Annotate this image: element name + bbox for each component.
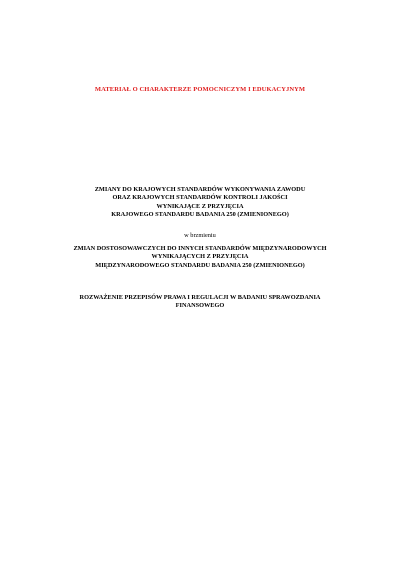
heading-line: MIĘDZYNARODOWEGO STANDARDU BADANIA 250 (ZMIENIONEGO) [95,261,305,269]
subject-line: ROZWAŻENIE PRZEPISÓW PRAWA I REGULACJI W BADANIU SPRAWOZDANIA [79,294,321,301]
heading-line: ORAZ KRAJOWYCH STANDARDÓW KONTROLI JAKOŚCI [112,194,288,202]
subject-title [30,294,370,311]
educational-material-notice: MATERIAŁ O CHARAKTERZE POMOCNICZYM I EDUKACYJNYM [94,86,306,93]
heading-line: KRAJOWEGO STANDARDU BADANIA 250 (ZMIENIONEGO) [111,211,289,219]
subject-line: FINANSOWEGO [175,302,225,310]
heading-line: WYNIKAJĄCE Z PRZYJĘCIA [156,202,244,210]
heading-line: ZMIAN DOSTOSOWAWCZYCH DO INNYCH STANDARDÓW MIĘDZYNARODOWYCH [73,245,327,252]
heading-line: WYNIKAJĄCYCH Z PRZYJĘCIA [151,253,249,261]
conforming-amendments-heading [30,245,370,270]
connector-text: w brzmieniu [184,232,216,239]
amendments-heading [30,186,370,220]
heading-line: ZMIANY DO KRAJOWYCH STANDARDÓW WYKONYWANIA ZAWODU [94,186,306,193]
